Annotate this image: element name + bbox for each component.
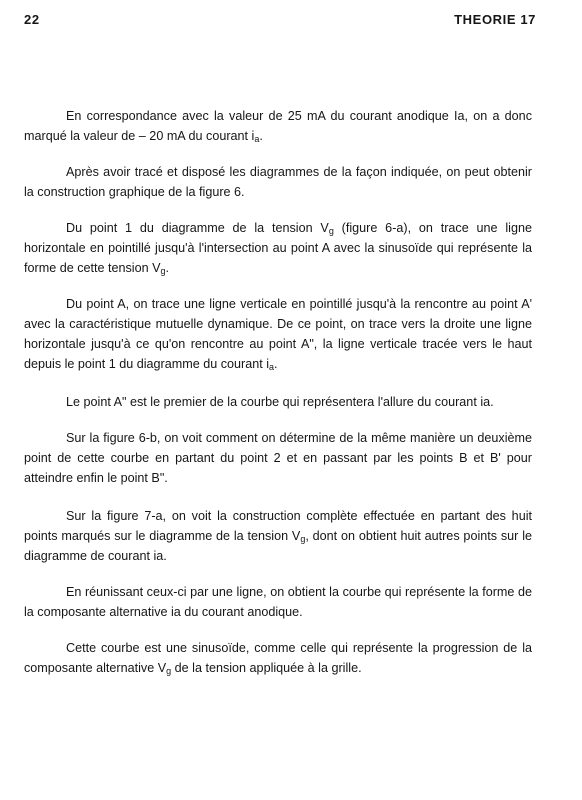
text-run: Sur la figure 6-b, on voit comment on détermine de la même manière un deuxième point de cette courbe en partant du point 2 et en passant par les points B et B' pour atteindre enfin le point B".	[24, 431, 532, 485]
text-run: de la tension appliquée à la grille.	[171, 661, 362, 675]
page-header	[24, 12, 536, 32]
subscript: g	[328, 226, 334, 236]
text-run: , dont on obtient huit autres points sur le diagramme de courant ia.	[24, 529, 532, 563]
text-run: Du point 1 du diagramme de la tension V	[66, 221, 329, 235]
paragraph-3	[24, 218, 532, 278]
text-run: (figure 6-a), on trace une ligne horizontale en pointillé jusqu'à l'intersection au point A avec la sinusoïde qui représente la forme de cette tension V	[24, 221, 532, 275]
text-run: Cette courbe est une sinusoïde, comme celle qui représente la progression de la composante alternative V	[24, 641, 532, 675]
text-run: En réunissant ceux-ci par une ligne, on obtient la courbe qui représente la forme de la composante alternative ia du courant anodique.	[24, 585, 532, 619]
paragraph-4	[24, 294, 532, 374]
subscript: g	[166, 666, 172, 676]
text-run: .	[165, 261, 170, 275]
text-run: .	[274, 357, 278, 371]
paragraph-8	[24, 582, 532, 622]
text-run: En correspondance avec la valeur de 25 mA du courant anodique Ia, on a donc marqué la valeur de – 20 mA du courant i	[24, 109, 532, 143]
body-text	[24, 106, 532, 694]
text-run: Sur la figure 7-a, on voit la construction complète effectuée en partant des huit points marqués sur le diagramme de la tension V	[24, 509, 532, 543]
text-run: Après avoir tracé et disposé les diagrammes de la façon indiquée, on peut obtenir la construction graphique de la figure 6.	[24, 165, 532, 199]
running-title: THEORIE 17	[454, 12, 536, 27]
text-run: .	[259, 129, 263, 143]
paragraph-5	[24, 392, 532, 412]
paragraph-1	[24, 106, 532, 146]
text-run: Le point A" est le premier de la courbe qui représentera l'allure du courant ia.	[66, 395, 494, 409]
page-number: 22	[24, 12, 40, 27]
paragraph-9	[24, 638, 532, 678]
text-run: Du point A, on trace une ligne verticale en pointillé jusqu'à la rencontre au point A' avec la caractéristique mutuelle dynamique. De ce point, on trace vers la droite une ligne horizontale jusqu'à ce qu'on rencontre au point A", la ligne verticale tracée vers le haut depuis le point 1 du diagramme du courant i	[24, 297, 532, 371]
subscript: g	[300, 534, 306, 544]
paragraph-7	[24, 506, 532, 566]
paragraph-2	[24, 162, 532, 202]
subscript: a	[254, 134, 260, 144]
subscript: g	[160, 266, 166, 276]
paragraph-6	[24, 428, 532, 488]
subscript: a	[269, 362, 275, 372]
